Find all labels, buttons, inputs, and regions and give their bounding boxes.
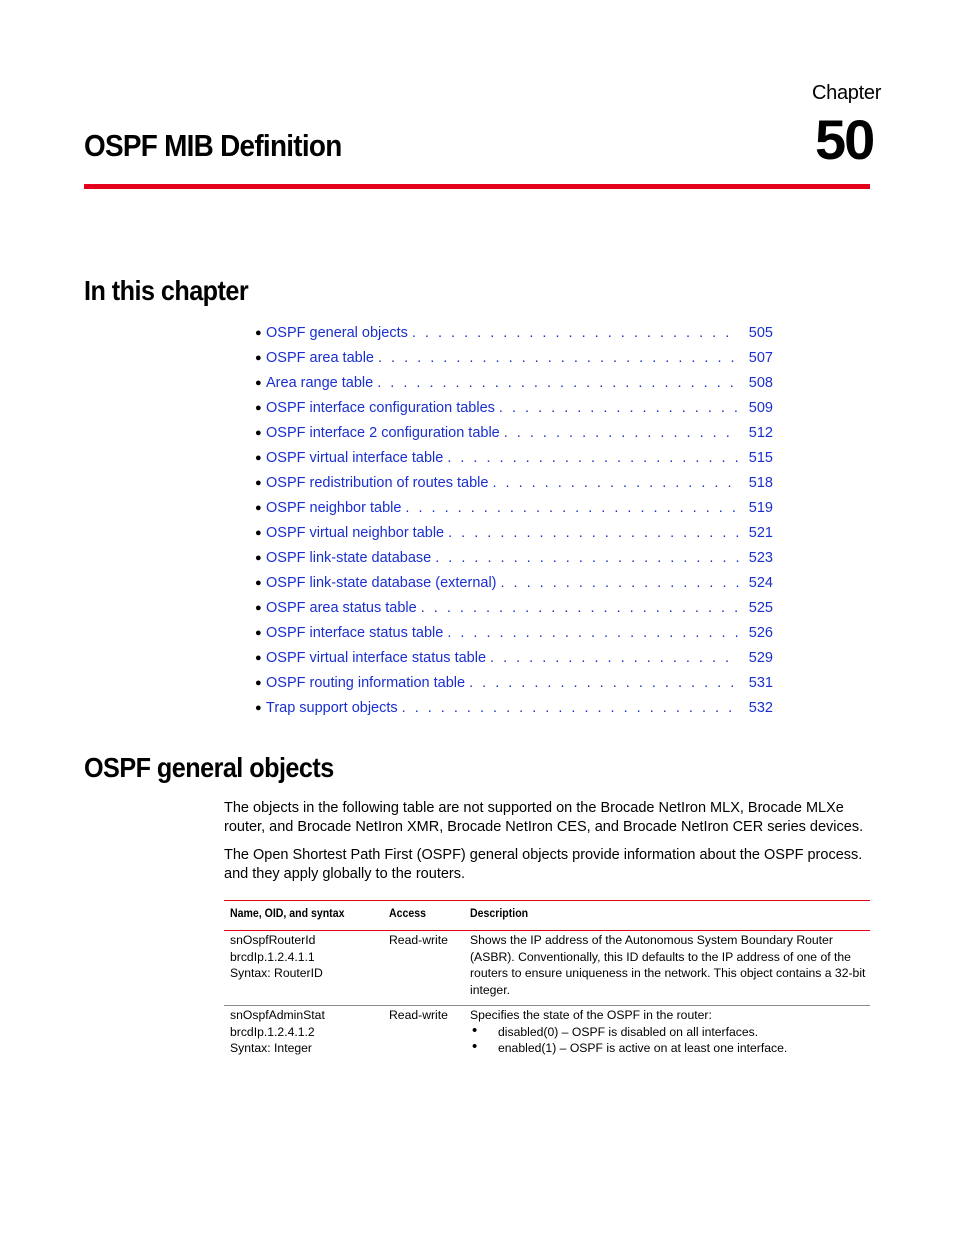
toc-link[interactable]: OSPF virtual interface status table xyxy=(266,649,487,666)
table-header-name: Name, OID, and syntax xyxy=(230,906,345,920)
toc-page[interactable]: 531 xyxy=(748,674,773,691)
leader-dots xyxy=(469,675,739,691)
description-bullets xyxy=(470,1024,866,1057)
table-cell-description: Shows the IP address of the Autonomous System Boundary Router (ASBR). Conventionally, this ID defaults to the IP address of one of the routers to ensure uniqueness in the network. This object contains a 32-bit integer. xyxy=(470,933,866,997)
toc-link[interactable]: OSPF virtual neighbor table xyxy=(266,524,445,541)
leader-dots xyxy=(435,550,739,566)
description-bullet: • disabled(0) – OSPF is disabled on all interfaces. xyxy=(470,1024,866,1041)
toc-item[interactable] xyxy=(255,620,773,645)
toc-link[interactable]: OSPF interface configuration tables xyxy=(266,400,495,417)
object-name: snOspfAdminStat xyxy=(230,1008,325,1022)
toc-item[interactable] xyxy=(255,595,773,620)
table-row-rule xyxy=(224,1005,870,1006)
description-bullet: • enabled(1) – OSPF is active on at least one interface. xyxy=(470,1040,866,1057)
toc-item[interactable] xyxy=(255,645,773,670)
toc-page[interactable]: 507 xyxy=(748,350,773,367)
bullet-icon: ● xyxy=(255,327,262,340)
toc-page[interactable]: 526 xyxy=(748,624,773,641)
bullet-icon: ● xyxy=(255,576,262,589)
toc-page[interactable]: 525 xyxy=(748,599,773,616)
table-cell-access: Read-write xyxy=(389,1008,448,1022)
toc-page[interactable]: 521 xyxy=(748,524,773,541)
toc-page[interactable]: 532 xyxy=(748,699,773,716)
bullet-icon: ● xyxy=(255,402,262,415)
toc-page[interactable]: 523 xyxy=(748,549,773,566)
toc-heading: In this chapter xyxy=(84,275,249,306)
leader-dots xyxy=(421,600,739,616)
leader-dots xyxy=(447,450,739,466)
table-cell-access: Read-write xyxy=(389,933,448,947)
toc-page[interactable]: 515 xyxy=(748,450,773,467)
toc-page[interactable]: 529 xyxy=(748,649,773,666)
leader-dots xyxy=(377,375,739,391)
chapter-title: OSPF MIB Definition xyxy=(84,128,342,163)
table-header-description: Description xyxy=(470,906,529,920)
leader-dots xyxy=(447,625,739,641)
toc-page[interactable]: 518 xyxy=(748,475,773,492)
object-syntax: Syntax: RouterID xyxy=(230,966,323,980)
toc-page[interactable]: 509 xyxy=(748,400,773,417)
leader-dots xyxy=(405,500,739,516)
bullet-icon: ● xyxy=(255,651,262,664)
toc-item[interactable] xyxy=(255,570,773,595)
object-oid: brcdIp.1.2.4.1.2 xyxy=(230,1024,315,1039)
leader-dots xyxy=(501,575,740,591)
bullet-icon: ● xyxy=(255,676,262,689)
toc-link[interactable]: OSPF link-state database xyxy=(266,549,432,566)
bullet-icon: ● xyxy=(255,502,262,515)
toc-link[interactable]: OSPF area table xyxy=(266,350,374,367)
toc-link[interactable]: Area range table xyxy=(266,375,374,392)
title-rule xyxy=(84,184,870,189)
toc-link[interactable]: Trap support objects xyxy=(266,699,398,716)
leader-dots xyxy=(490,650,739,666)
toc-list xyxy=(255,321,773,720)
bullet-icon: ● xyxy=(255,427,262,440)
bullet-icon: ● xyxy=(255,477,262,490)
toc-item[interactable] xyxy=(255,346,773,371)
bullet-icon: ● xyxy=(255,601,262,614)
toc-item[interactable] xyxy=(255,421,773,446)
toc-link[interactable]: OSPF redistribution of routes table xyxy=(266,475,489,492)
leader-dots xyxy=(412,325,739,341)
chapter-number: 50 xyxy=(815,108,874,171)
toc-link[interactable]: OSPF general objects xyxy=(266,325,408,342)
leader-dots xyxy=(492,475,739,491)
toc-page[interactable]: 505 xyxy=(748,325,773,342)
toc-link[interactable]: OSPF routing information table xyxy=(266,674,466,691)
leader-dots xyxy=(378,350,739,366)
section-paragraph: The Open Shortest Path First (OSPF) general objects provide information about the OSPF process. and they apply globally to the routers. xyxy=(224,847,863,882)
table-top-rule xyxy=(224,900,870,901)
leader-dots xyxy=(499,400,739,416)
bullet-icon: ● xyxy=(255,626,262,639)
toc-page[interactable]: 512 xyxy=(748,425,773,442)
leader-dots xyxy=(448,525,739,541)
description-text: Specifies the state of the OSPF in the router: xyxy=(470,1008,712,1022)
leader-dots xyxy=(504,425,739,441)
object-oid: brcdIp.1.2.4.1.1 xyxy=(230,949,315,964)
toc-item[interactable] xyxy=(255,396,773,421)
object-syntax: Syntax: Integer xyxy=(230,1041,312,1055)
bullet-icon: ● xyxy=(255,377,262,390)
table-cell-description xyxy=(470,1007,866,1057)
toc-item[interactable] xyxy=(255,321,773,346)
table-header-rule xyxy=(224,930,870,931)
toc-link[interactable]: OSPF link-state database (external) xyxy=(266,574,497,591)
table-cell-name xyxy=(230,1007,380,1057)
bullet-icon: ● xyxy=(255,352,262,365)
toc-item[interactable] xyxy=(255,446,773,471)
table-header-access: Access xyxy=(389,906,427,920)
toc-item[interactable] xyxy=(255,496,773,521)
toc-link[interactable]: OSPF interface status table xyxy=(266,624,444,641)
object-name: snOspfRouterId xyxy=(230,933,316,947)
toc-item[interactable] xyxy=(255,545,773,570)
bullet-icon: ● xyxy=(255,526,262,539)
toc-page[interactable]: 524 xyxy=(748,574,773,591)
leader-dots xyxy=(402,700,739,716)
toc-link[interactable]: OSPF area status table xyxy=(266,599,417,616)
table-cell-name xyxy=(230,932,380,982)
bullet-icon: ● xyxy=(255,551,262,564)
toc-page[interactable]: 508 xyxy=(748,375,773,392)
toc-item[interactable] xyxy=(255,670,773,695)
toc-page[interactable]: 519 xyxy=(748,500,773,517)
bullet-icon: ● xyxy=(255,701,262,714)
toc-link[interactable]: OSPF neighbor table xyxy=(266,500,402,517)
toc-item[interactable] xyxy=(255,371,773,396)
chapter-label: Chapter xyxy=(812,82,882,104)
section-paragraph: The objects in the following table are not supported on the Brocade NetIron MLX, Brocade MLXe router, and Brocade NetIron XMR, Brocade NetIron CES, and Brocade NetIron CER series devices. xyxy=(224,800,864,835)
toc-link[interactable]: OSPF interface 2 configuration table xyxy=(266,425,500,442)
section-heading: OSPF general objects xyxy=(84,752,334,783)
toc-link[interactable]: OSPF virtual interface table xyxy=(266,450,444,467)
toc-item[interactable] xyxy=(255,695,773,720)
toc-item[interactable] xyxy=(255,471,773,496)
bullet-icon: ● xyxy=(255,452,262,465)
toc-item[interactable] xyxy=(255,521,773,546)
